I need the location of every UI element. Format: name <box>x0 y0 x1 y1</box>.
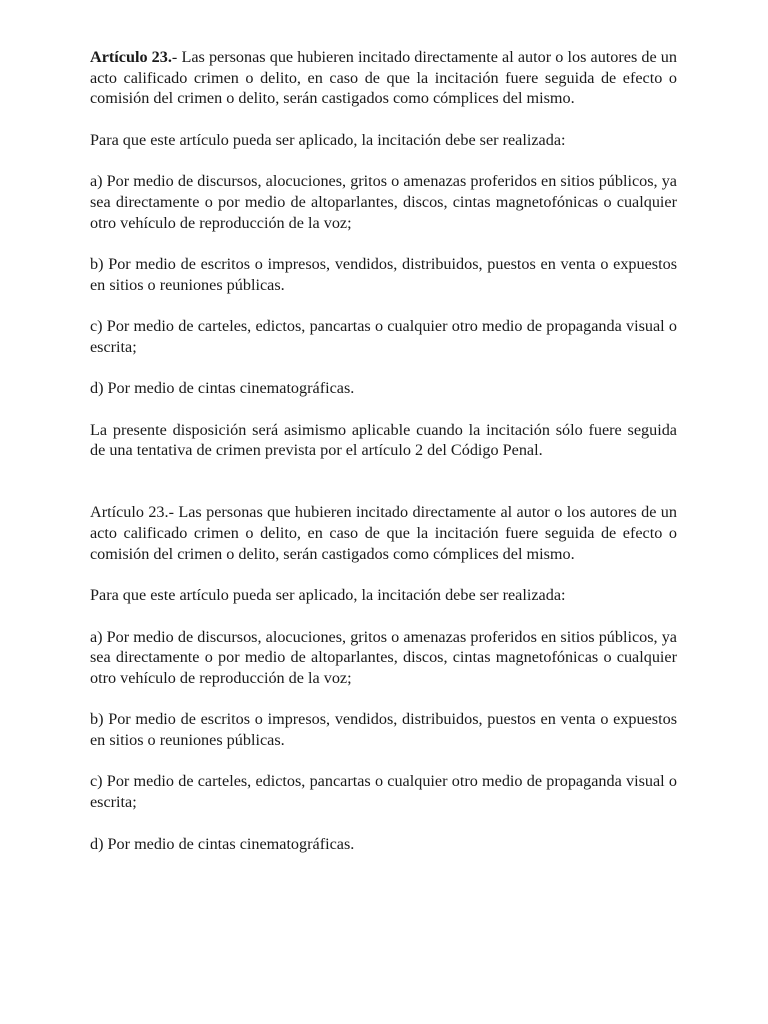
article-paragraph: Artículo 23.- Las personas que hubieren incitado directamente al autor o los autores de un acto calificado crimen o delito, en caso de que la incitación fuere seguida de efecto o comisión del crimen o delito, serán castigados como cómplices del mismo. <box>90 503 677 563</box>
list-item-c: c) Por medio de carteles, edictos, pancartas o cualquier otro medio de propaganda visual o escrita; <box>90 317 677 356</box>
list-item-b: b) Por medio de escritos o impresos, vendidos, distribuidos, puestos en venta o expuestos en sitios o reuniones públicas. <box>90 710 677 750</box>
lead-paragraph: Para que este artículo pueda ser aplicado, la incitación debe ser realizada: <box>90 586 566 605</box>
list-item-a: a) Por medio de discursos, alocuciones, gritos o amenazas proferidos en sitios públicos, ya sea directamente o por medio de altoparlantes, discos, cintas magnetofónicas o cualquier otro vehículo de reproducción de la voz; <box>90 627 677 687</box>
section-divider-space <box>90 482 677 503</box>
list-item-a: a) Por medio de discursos, alocuciones, gritos o amenazas proferidos en sitios públicos, ya sea directamente o por medio de altoparlantes, discos, cintas magnetofónicas o cualquier otro vehículo de reproducción de la voz; <box>90 172 677 232</box>
list-item-d: d) Por medio de cintas cinematográficas. <box>90 379 355 398</box>
article-intro-paragraph <box>90 47 677 109</box>
article-intro-text: - Las personas que hubieren incitado directamente al autor o los autores de un acto calificado crimen o delito, en caso de que la incitación fuere seguida de efecto o comisión del crimen o delito, serán castigados como cómplices del mismo. <box>90 48 677 108</box>
list-item-b: b) Por medio de escritos o impresos, vendidos, distribuidos, puestos en venta o expuestos en sitios o reuniones públicas. <box>90 254 677 294</box>
closing-paragraph: La presente disposición será asimismo aplicable cuando la incitación sólo fuere seguida de una tentativa de crimen prevista por el artículo 2 del Código Penal. <box>90 420 677 460</box>
article-heading: Artículo 23. <box>90 48 172 66</box>
lead-paragraph: Para que este artículo pueda ser aplicado, la incitación debe ser realizada: <box>90 130 566 149</box>
list-item-d: d) Por medio de cintas cinematográficas. <box>90 834 355 853</box>
document-page <box>90 47 677 875</box>
list-item-c: c) Por medio de carteles, edictos, pancartas o cualquier otro medio de propaganda visual o escrita; <box>90 772 677 812</box>
